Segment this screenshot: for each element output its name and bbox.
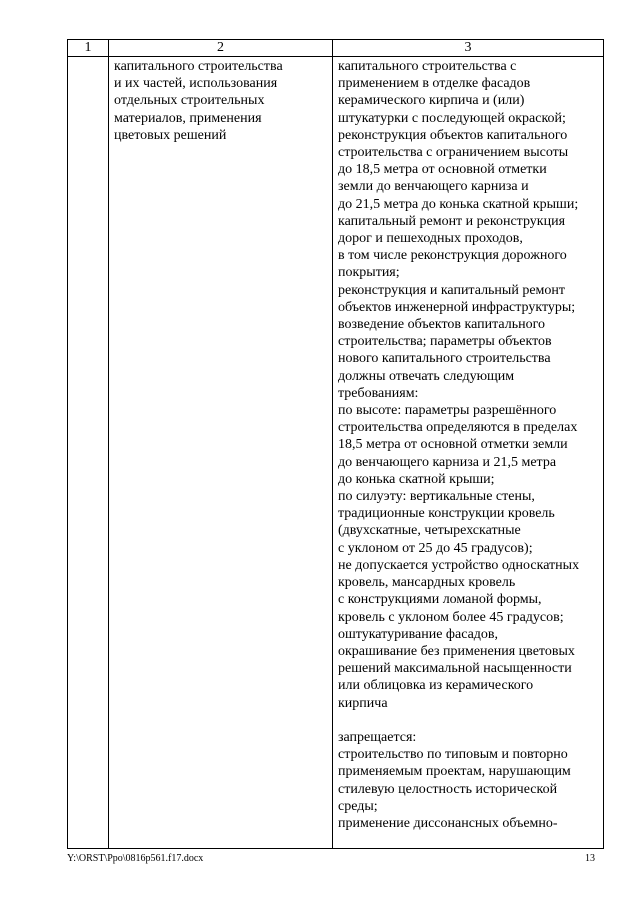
text-line: с уклоном от 25 до 45 градусов); (338, 540, 533, 556)
column-header-1: 1 (68, 40, 109, 57)
text-line: материалов, применения (114, 110, 262, 126)
text-line: 18,5 метра от основной отметки земли (338, 437, 568, 453)
column-header-3: 3 (333, 40, 604, 57)
text-line: до венчающего карниза и 21,5 метра (338, 454, 557, 470)
footer-file-path: Y:\ORST\Ppo\0816p561.f17.docx (67, 853, 204, 864)
text-line: возведение объектов капитального (338, 317, 546, 333)
text-line: до 18,5 метра от основной отметки (338, 162, 547, 178)
document-table (67, 39, 604, 849)
text-line: применение диссонансных объемно- (338, 815, 558, 831)
text-line: применяемым проектам, нарушающим (338, 764, 571, 780)
text-line: штукатурки с последующей окраской; (338, 110, 566, 126)
table-cell-col1 (68, 57, 109, 849)
text-line: объектов инженерной инфраструктуры; (338, 299, 576, 315)
col2-text (109, 57, 332, 144)
text-line: покрытия; (338, 265, 400, 281)
text-line: оштукатуривание фасадов, (338, 626, 499, 642)
column-header-2: 2 (109, 40, 333, 57)
text-line: и их частей, использования (114, 76, 278, 92)
text-line: земли до венчающего карниза и (338, 179, 529, 195)
text-line: реконструкция и капитальный ремонт (338, 282, 566, 298)
text-line: керамического кирпича и (или) (338, 93, 525, 109)
text-line: кровель, мансардных кровель (338, 575, 516, 591)
text-line: или облицовка из керамического (338, 678, 534, 694)
text-line: стилевую целостность исторической (338, 781, 558, 797)
text-line: реконструкция объектов капитального (338, 127, 568, 143)
text-line: по высоте: параметры разрешённого (338, 403, 557, 419)
text-line: капитальный ремонт и реконструкция (338, 213, 566, 229)
col3-text (333, 57, 603, 832)
text-line: до конька скатной крыши; (338, 471, 495, 487)
text-line: цветовых решений (114, 127, 227, 143)
text-line: по силуэту: вертикальные стены, (338, 489, 535, 505)
text-line: запрещается: (338, 729, 417, 745)
text-line: нового капитального строительства (338, 351, 551, 367)
blank-line (338, 712, 600, 729)
text-line: капитального строительства с (338, 59, 517, 74)
text-line: дорог и пешеходных проходов, (338, 231, 523, 247)
text-line: строительства с ограничением высоты (338, 145, 569, 161)
text-line: до 21,5 метра до конька скатной крыши; (338, 196, 579, 212)
text-line: должны отвечать следующим (338, 368, 515, 384)
table-cell-col2 (109, 57, 333, 849)
text-line: капитального строительства (114, 59, 283, 74)
text-line: среды; (338, 798, 378, 814)
text-line: кровель с уклоном более 45 градусов; (338, 609, 564, 625)
text-line: (двухскатные, четырехскатные (338, 523, 521, 539)
text-line: окрашивание без применения цветовых (338, 643, 575, 659)
text-line: строительство по типовым и повторно (338, 747, 568, 763)
table-cell-col3 (333, 57, 604, 849)
text-line: строительства; параметры объектов (338, 334, 552, 350)
table-header-row (68, 40, 604, 57)
text-line: не допускается устройство односкатных (338, 557, 580, 573)
page-number: 13 (585, 853, 595, 864)
text-line: с конструкциями ломаной формы, (338, 592, 542, 608)
text-line: в том числе реконструкция дорожного (338, 248, 567, 264)
text-line: требованиям: (338, 385, 419, 401)
table-row (68, 57, 604, 849)
text-line: традиционные конструкции кровель (338, 506, 555, 522)
text-line: кирпича (338, 695, 388, 711)
text-line: отдельных строительных (114, 93, 265, 109)
text-line: применением в отделке фасадов (338, 76, 531, 92)
text-line: решений максимальной насыщенности (338, 661, 572, 677)
text-line: строительства определяются в пределах (338, 420, 578, 436)
